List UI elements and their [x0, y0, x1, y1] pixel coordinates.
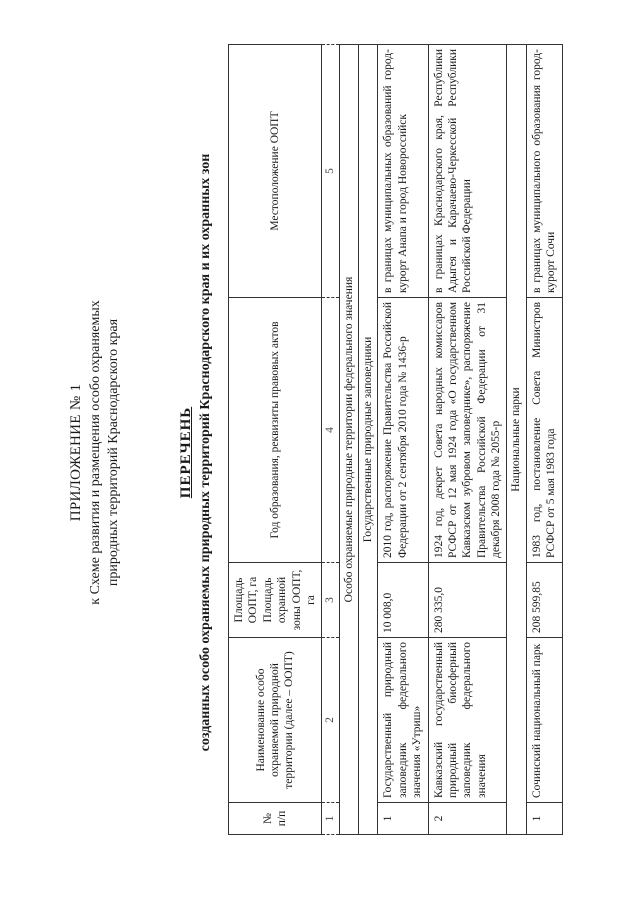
header-acts: Год образования, реквизиты правовых актов — [229, 298, 322, 563]
header-area: Площадь ООПТ, га Площадь охранной зоны ООПТ, га — [229, 563, 322, 638]
row-name: Сочинский национальный парк — [526, 638, 562, 803]
header-name: Наименование особо охраняемой природной территории (далее – ООПТ) — [229, 638, 322, 803]
header-number: № п/п — [229, 803, 322, 835]
row-number: 2 — [428, 803, 507, 835]
section-title: Особо охраняемые природные территории федерального значения — [339, 45, 358, 835]
subsection-title: Национальные парки — [507, 45, 526, 835]
row-number: 1 — [526, 803, 562, 835]
column-number: 3 — [322, 563, 339, 638]
subsection-row — [507, 45, 526, 835]
column-number: 4 — [322, 298, 339, 563]
row-location: в границах муниципальных образований город-курорт Анапа и город Новороссийск — [378, 45, 428, 298]
row-area: 10 008,0 — [378, 563, 428, 638]
table-header-row — [229, 45, 322, 835]
column-number-row — [322, 45, 339, 835]
row-name: Государственный природный заповедник федерального значения «Утриш» — [378, 638, 428, 803]
document-subtitle: созданных особо охраняемых природных территорий Краснодарского края и их охранных зон — [198, 153, 213, 752]
column-number: 2 — [322, 638, 339, 803]
header-location: Местоположение ООПТ — [229, 45, 322, 298]
oopt-table — [228, 44, 563, 835]
row-area: 208 599,85 — [526, 563, 562, 638]
row-number: 1 — [378, 803, 428, 835]
row-acts: 2010 год, распоряжение Правительства Российской Федерации от 2 сентября 2010 года № 1436-р — [378, 298, 428, 563]
table-row — [526, 45, 562, 835]
subsection-title: Государственные природные заповедники — [359, 45, 378, 835]
column-number: 5 — [322, 45, 339, 298]
row-acts: 1924 год, декрет Совета народных комиссаров РСФСР от 12 мая 1924 года «О государственном Кавказском зубровом заповеднике», распоряжение Правительства Российской Федерации от 31 декабря 2008 года № 2055-р — [428, 298, 507, 563]
row-acts: 1983 год, постановление Совета Министров РСФСР от 5 мая 1983 года — [526, 298, 562, 563]
row-location: в границах Краснодарского края, Республики Адыгея и Карачаево-Черкесской Республики Российской Федерации — [428, 45, 507, 298]
section-row — [339, 45, 358, 835]
appendix-title: ПРИЛОЖЕНИЕ № 1 — [68, 383, 84, 522]
table-row — [378, 45, 428, 835]
row-location: в границах муниципального образования город-курорт Сочи — [526, 45, 562, 298]
row-area: 280 335,0 — [428, 563, 507, 638]
document-title: ПЕРЕЧЕНЬ — [178, 406, 194, 499]
appendix-subtitle-line-2: природных территорий Краснодарского края — [106, 318, 121, 587]
subsection-row — [359, 45, 378, 835]
row-name: Кавказский государственный природный биосферный заповедник федерального значения — [428, 638, 507, 803]
table-row — [428, 45, 507, 835]
column-number: 1 — [322, 803, 339, 835]
appendix-subtitle-line-1: к Схеме развития и размещения особо охраняемых — [88, 300, 103, 605]
